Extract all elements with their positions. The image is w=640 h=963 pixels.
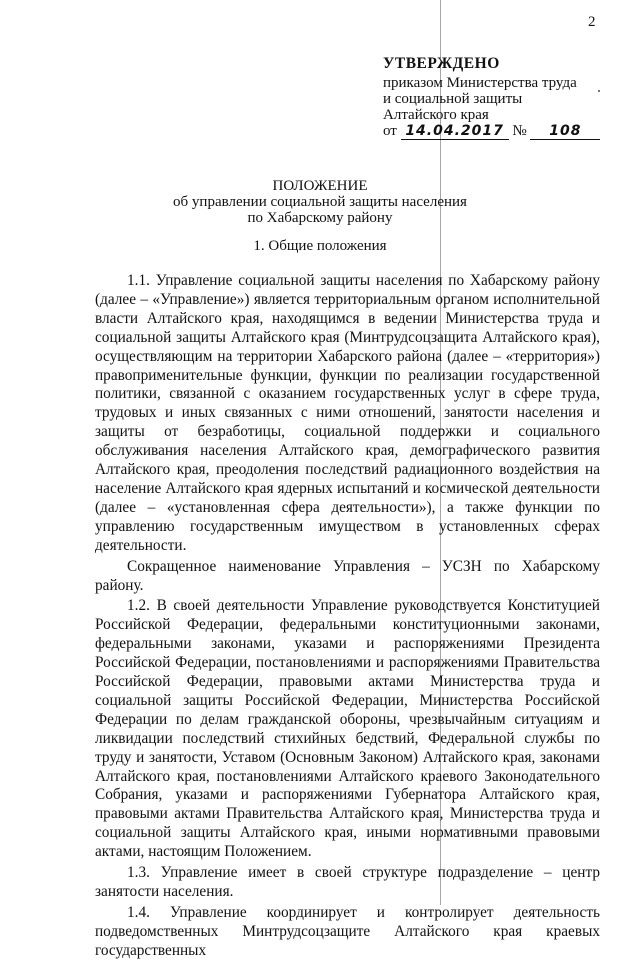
document-subtitle-line-2: по Хабарскому району xyxy=(247,210,393,226)
document-title-main: ПОЛОЖЕНИЕ xyxy=(272,178,368,194)
approval-line-1: приказом Министерства труда xyxy=(383,75,577,91)
paragraph-1-2: 1.2. В своей деятельности Управление руководствуется Конституцией Российской Федерации, федеральными конституционными законами, федеральными законами, указами и распоряжениями Президента Российской Федерации, постановлениями и распоряжениями Правительства Российской Федерации, правовыми актами Министерства труда и социальной защиты Российской Федерации, Министерства Российской Федерации по делам гражданской обороны, чрезвычайным ситуациям и ликвидации последствий стихийных бедствий, Федеральной службы по труду и занятости, Уставом (Основным Законом) Алтайского края, законами Алтайского края, постановлениями Алтайского краевого Законодательного Собрания, указами и распоряжениями Губернатора Алтайского края, правовыми актами Правительства Алтайского края, Министерства труда и социальной защиты Алтайского края, иными нормативными правовыми актами, настоящим Положением. xyxy=(95,597,600,861)
approval-number-label: № xyxy=(512,123,527,139)
document-title xyxy=(0,178,640,226)
paragraph-short-name: Сокращенное наименование Управления – УСЗН по Хабарскому району. xyxy=(95,557,600,594)
approval-stamp xyxy=(383,56,613,140)
page-number: 2 xyxy=(588,14,596,30)
approval-line-2: и социальной защиты xyxy=(383,91,523,107)
paragraph-1-4: 1.4. Управление координирует и контролирует деятельность подведомственных Минтрудсоцзащите Алтайского края краевых государственных xyxy=(95,903,600,959)
approval-line-3: Алтайского края xyxy=(383,107,489,123)
section-heading: 1. Общие положения xyxy=(253,238,387,254)
approval-number-handwritten: 108 xyxy=(530,123,600,140)
approval-date-row xyxy=(383,123,613,140)
document-subtitle-line-1: об управлении социальной защиты населения xyxy=(173,194,467,210)
approval-label: УТВЕРЖДЕНО xyxy=(383,55,500,72)
paragraph-1-3: 1.3. Управление имеет в своей структуре подразделение – центр занятости населения. xyxy=(95,864,600,900)
approval-date-handwritten: 14.04.2017 xyxy=(401,123,509,140)
document-body xyxy=(95,272,600,963)
approval-date-prefix: от xyxy=(383,123,397,139)
paragraph-1-1: 1.1. Управление социальной защиты населения по Хабарскому району (далее – «Управление») является территориальным органом исполнительной власти Алтайского края, находящимся в ведении Министерства труда и социальной защиты Алтайского края (Минтрудсоцзащита Алтайского края), осуществляющим на территории Хабарского района (далее – «территория») правоприменительные функции, функции по реализации государственной политики, связанной с оказанием государственных услуг в сфере труда, трудовых и иных связанных с ними отношений, занятости населения и защиты от безработицы, социальной поддержки и социального обслуживания населения Алтайского края, демографического развития Алтайского края, преодоления последствий радиационного воздействия на население Алтайского края ядерных испытаний и космической деятельности (далее – «установленная сфера деятельности»), а также функции по управлению государственным имуществом в установленных сферах деятельности. xyxy=(95,272,600,554)
